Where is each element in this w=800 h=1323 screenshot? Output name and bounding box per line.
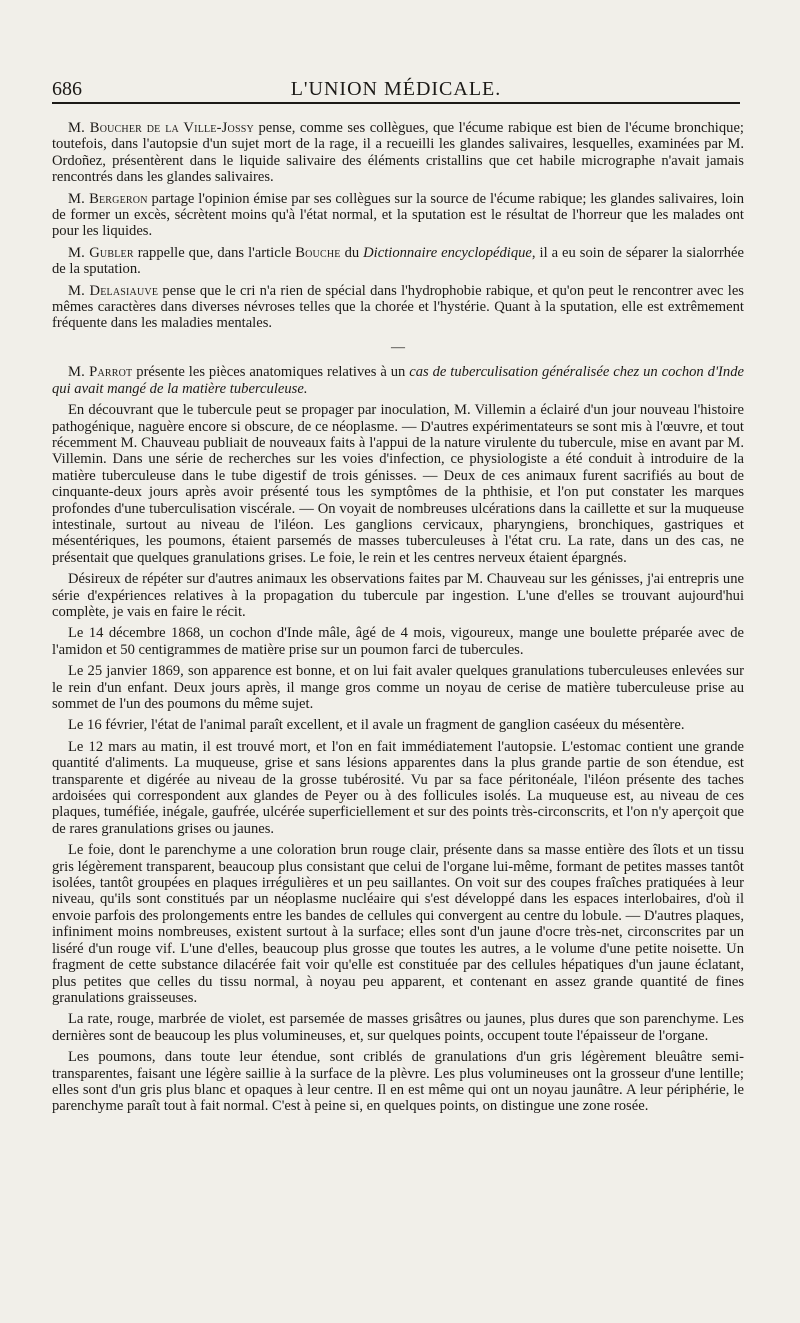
cited-term: Bouche [295,244,341,261]
paragraph-text: , il a eu soin de séparer la sialorrhée de la sputation. [52,244,744,278]
paragraph-experiments: Désireux de répéter sur d'autres animaux les observations faites par M. Chauveau sur les génisses, j'ai entrepris une série d'expériences relatives à la propagation du tubercule par ingestion. L'une d'elles se trouvant aujourd'hui complète, je vais en faire le récit. [52,571,744,620]
paragraph-liver: Le foie, dont le parenchyme a une coloration brun rouge clair, présente dans sa masse entière des îlots et un tissu gris légèrement transparent, beaucoup plus consistant que celui de l'organe lui-même, formant de petites masses tantôt isolées, tantôt groupées en plaques irrégulières et un peu saillantes. On voit sur des coupes fraîches pratiquées à leur niveau, qu'ils sont constitués par un néoplasme nucléaire qui s'est développé dans les espaces interlobaires, d'où il envoie parfois des prolongements entre les bandes de cellules qui convergent au centre du lobule. — D'autres plaques, infiniment moins nombreuses, existent surtout à la surface; elles sont d'un jaune d'ocre très-net, circonscrites par un liséré d'un rouge vif. L'une d'elles, beaucoup plus grosse que toutes les autres, a le volume d'une petite noisette. Un fragment de cette substance dilacérée fait voir qu'elle est constituée par des cellules hépatiques d'un jaune éclatant, plus petites que celles du tissu normal, à noyau peu apparent, et contenant en assez grande quantité de fines granulations graisseuses. [52,842,744,1006]
paragraph-text: présente les pièces anatomiques relatives à un [132,364,410,381]
paragraph-february: Le 16 février, l'état de l'animal paraît excellent, et il avale un fragment de ganglion caséeux du mésentère. [68,717,685,734]
paragraph-december: Le 14 décembre 1868, un cochon d'Inde mâle, âgé de 4 mois, vigoureux, mange une boulette préparée avec de l'amidon et 50 centigrammes de matière prise sur un poumon farci de tubercules. [52,625,744,658]
speaker-name: M. Delasiauve [68,282,159,299]
section-separator: — [391,339,405,355]
paragraph-spleen: La rate, rouge, marbrée de violet, est parsemée de masses grisâtres ou jaunes, plus dures que son parenchyme. Les dernières sont de beaucoup les plus volumineuses, et, sur quelques points, occupent toute l'épaisseur de l'organe. [52,1011,744,1044]
paragraph-lungs: Les poumons, dans toute leur étendue, sont criblés de granulations d'un gris légèrement bleuâtre semi-transparentes, faisant une légère saillie à la surface de la plèvre. Les plus volumineuses ont la grosseur d'une lentille; elles sont d'un gris plus blanc et opaques à leur centre. Il en est même qui ont un noyau jaunâtre. A leur périphérie, le parenchyme paraît tout à fait normal. C'est à peine si, en quelques points, on distingue une zone rosée. [52,1049,744,1115]
paragraph-bergeron [52,191,744,240]
paragraph-january: Le 25 janvier 1869, son apparence est bonne, et on lui fait avaler quelques granulations tuberculeuses enlevées sur le rein d'un enfant. Deux jours après, il mange gros comme un noyau de cerise de matière tuberculeuse prise au sommet de l'un des poumons du même sujet. [52,663,744,712]
paragraph-gubler [52,245,744,278]
article-body [52,120,744,1120]
paragraph-autopsy: Le 12 mars au matin, il est trouvé mort, et l'on en fait immédiatement l'autopsie. L'estomac contient une grande quantité d'aliments. La muqueuse, grise et sans lésions apparentes dans la plus grande partie de son étendue, est transparente et digérée au niveau de la grosse tubérosité. Vu par sa face péritonéale, l'iléon présente des taches ardoisées qui correspondent aux glandes de Peyer ou à des follicules isolés. La muqueuse est, au niveau de ces plaques, tuméfiée, inégale, gaufrée, ulcérée superficiellement et sur des points très-circonscrits, et l'on n'y aperçoit que de rares granulations grises ou jaunes. [52,738,744,837]
paragraph-text: du [340,244,364,261]
page-header [52,72,740,104]
speaker-name: M. Parrot [68,364,133,381]
paragraph-text: partage l'opinion émise par ses collègues sur la source de l'écume rabique; les glandes salivaires, loin de former un excès, sécrètent moins qu'à l'état normal, et la sputation est le résultat de l'horreur que les malades ont pour les liquides. [52,190,744,240]
paragraph-parrot-intro [52,364,744,397]
page-number: 686 [52,78,82,100]
speaker-name: M. Bergeron [68,190,148,207]
paragraph-delasiauve [52,283,744,332]
speaker-name: M. Gubler [68,244,134,261]
speaker-name: M. Boucher de la Ville-Jossy [68,120,254,136]
case-title: cas de tuberculisation généralisée chez un cochon d'Inde qui avait mangé de la matière tuberculeuse. [52,364,744,397]
paragraph-text: pense, comme ses collègues, que l'écume rabique est bien de l'écume bronchique; toutefois, dans l'autopsie d'un sujet mort de la rage, il a recueilli les glandes salivaires, lesquelles, examinées par M. Ordoñez, présentèrent dans le liquide salivaire des éléments cristallins que cet habile micrographe n'avait jamais rencontrés dans les glandes salivaires. [52,120,744,186]
cited-work: Dictionnaire encyclopédique [363,244,532,261]
paragraph-boucher [52,120,744,186]
paragraph-villemin: En découvrant que le tubercule peut se propager par inoculation, M. Villemin a éclairé d'un jour nouveau l'histoire pathogénique, naguère encore si obscure, de ce néoplasme. — D'autres expérimentateurs se sont mis à l'œuvre, et tout récemment M. Chauveau publiait de nouveaux faits à l'appui de la nature virulente du tubercule, mise en avant par M. Villemin. Dans une série de recherches sur les voies d'infection, ce physiologiste a été conduit à introduire de la matière tuberculeuse dans le tube digestif de trois génisses. — Deux de ces animaux furent sacrifiés au bout de cinquante-deux jours après avoir présenté tous les symptômes de la phthisie, et l'on put constater les marques profondes d'une tuberculisation viscérale. — On voyait de nombreuses ulcérations dans la caillette et sur la muqueuse intestinale, surtout au niveau de l'iléon. Les ganglions cervicaux, pharyngiens, bronchiques, gastriques et mésentériques, les poumons, étaient parsemés de masses tuberculeuses à l'état cru. La rate, dans un des cas, ne présentait que quelques granulations grises. Le foie, le rein et les centres nerveux étaient épargnés. [52,402,744,566]
paragraph-text: rappelle que, dans l'article [133,244,296,261]
running-title: L'UNION MÉDICALE. [290,78,502,100]
paragraph-text: pense que le cri n'a rien de spécial dans l'hydrophobie rabique, et qu'on peut le rencontrer avec les mêmes caractères dans diverses névroses telles que la chorée et l'hystérie. Quant à la sputation, elle est extrêmement fréquente dans les maladies mentales. [52,282,744,332]
